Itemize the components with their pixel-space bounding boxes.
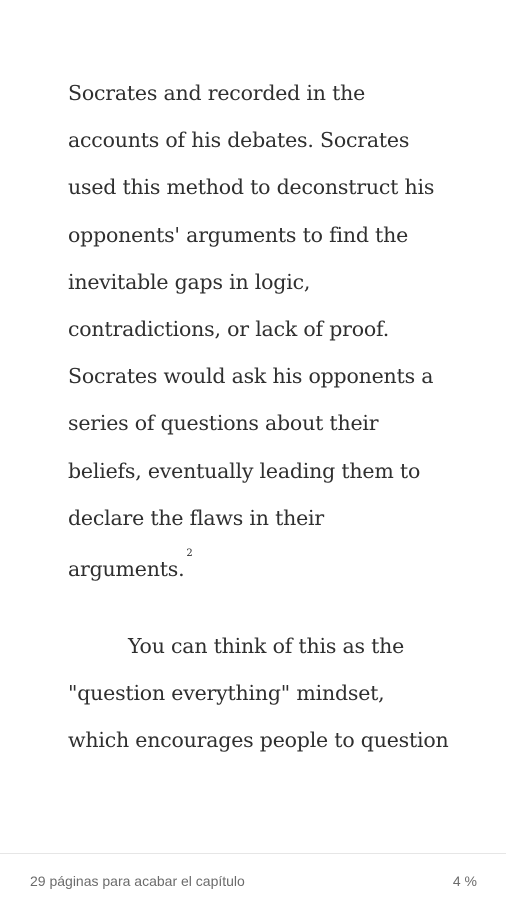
- text-line: Socrates and recorded in the: [68, 81, 366, 105]
- footnote-link[interactable]: 2: [186, 547, 193, 559]
- text-line: contradictions, or lack of proof.: [68, 316, 390, 341]
- paragraph-gap: [68, 589, 468, 623]
- reading-progress-bar: [0, 853, 506, 900]
- text-line: declare the flaws in their: [68, 505, 325, 530]
- progress-percent: 4 %: [452, 873, 477, 889]
- text-line: series of questions about their: [68, 411, 379, 436]
- book-text: [68, 70, 468, 765]
- pages-left-label: 29 páginas para acabar el capítulo: [30, 873, 245, 889]
- text-line: used this method to deconstruct his: [68, 175, 435, 200]
- text-line: accounts of his debates. Socrates: [68, 128, 410, 153]
- text-line: beliefs, eventually leading them to: [68, 458, 421, 483]
- text-line: which encourages people to question: [68, 728, 449, 753]
- text-line: You can think of this as the: [128, 634, 405, 659]
- text-line: "question everything" mindset,: [68, 681, 385, 706]
- text-line-last: [68, 542, 468, 589]
- text-line: Socrates would ask his opponents a: [68, 364, 434, 389]
- text-line-content: arguments.: [68, 556, 185, 581]
- text-line: opponents' arguments to find the: [68, 222, 409, 247]
- text-line: inevitable gaps in logic,: [68, 269, 311, 294]
